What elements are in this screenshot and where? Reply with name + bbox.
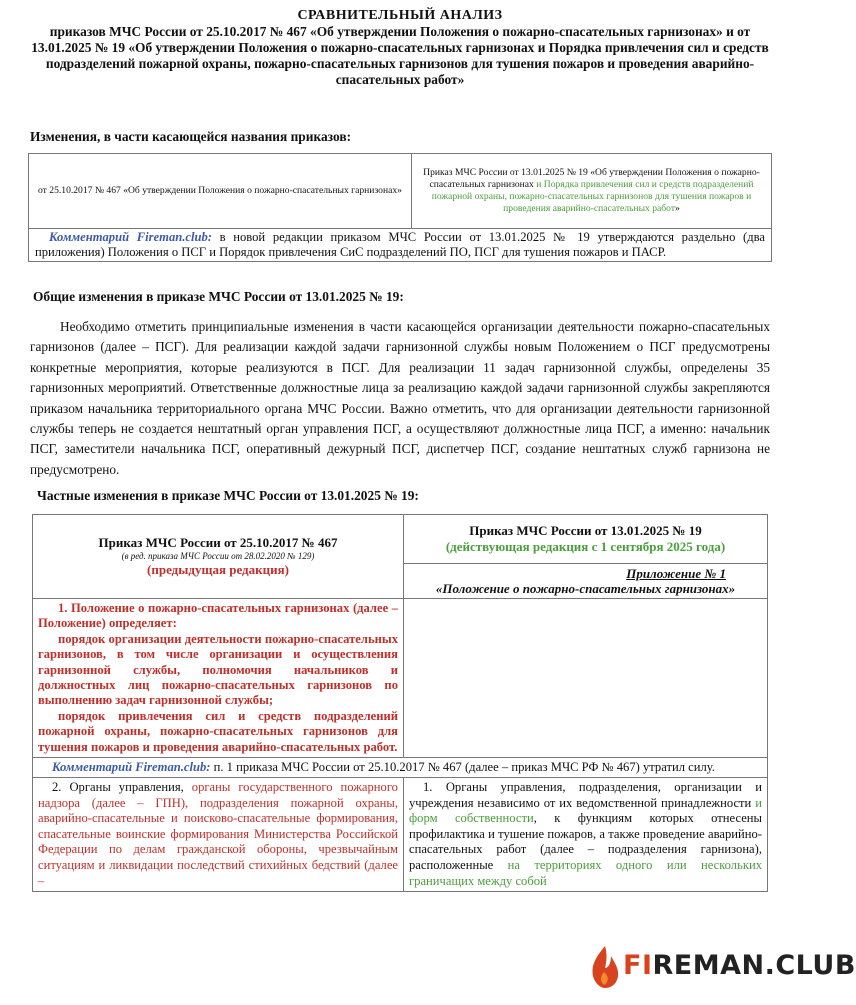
old-order-revision: (в ред. приказа МЧС России от 28.02.2020 № 129) — [121, 551, 315, 561]
names-comparison-table — [28, 153, 772, 262]
old-item-1 — [33, 599, 404, 758]
comment-text: в новой редакции приказом МЧС России от 13.01.2025 № 19 утверждаются раздельно (два приложения) Положения о ПСГ и Порядок привлечения СиС подразделений ПО, ПСГ для тушения пожаров и ПАСР. — [35, 230, 765, 259]
old-item-1-p3: порядок привлечения сил и средств подразделений пожарной охраны, пожарно-спасательных гарнизонов для тушения пожаров и проведения аварийно-спасательных работ. — [38, 708, 398, 754]
old-item-2-a: 2. Органы управления, — [52, 780, 192, 795]
comment-text-2: п. 1 приказа МЧС России от 25.10.2017 № 467 (далее – приказ МЧС РФ № 467) утратил силу. — [210, 760, 715, 775]
title-line-1: СРАВНИТЕЛЬНЫЙ АНАЛИЗ — [297, 8, 503, 23]
document-title — [0, 8, 800, 88]
new-order-header — [404, 515, 768, 564]
old-order-title: Приказ МЧС России от 25.10.2017 № 467 — [98, 535, 338, 550]
section2-heading: Общие изменения в приказе МЧС России от 13.01.2025 № 19: — [33, 289, 404, 304]
old-item-2-c: подразделения пожарной охраны, аварийно-спасательные и поисково-спасательные формирования, спасательные воинские формирования Министерства Российской Федерации по делам гражданской обороны, чрезвычайным ситуациям и ликвидации последствий стихийных бедствий (далее – — [38, 795, 398, 888]
old-item-1-p2: порядок организации деятельности пожарно-спасательных гарнизонов, в том числе организации и осуществления гарнизонной службы, полномочия начальников и должностных лиц пожарно-спасательных гарнизонов по выполнению задач гарнизонной службы; — [38, 631, 398, 708]
new-item-1-a: 1. Органы управления, подразделения, организации и учреждения независимо от их ведомственной принадлежности — [409, 780, 762, 810]
comment-label-2: Комментарий Fireman.club: — [52, 760, 211, 775]
old-order-status: (предыдущая редакция) — [147, 562, 289, 577]
old-item-2 — [33, 778, 404, 892]
new-item-1-b: и форм собственности — [409, 795, 762, 826]
logo-text — [623, 950, 856, 981]
appendix-header — [404, 564, 768, 599]
title-line-2: приказов МЧС России от 25.10.2017 № 467 «Об утверждении Положения о пожарно-спасательных гарнизонах» и от 13.01.2025 № 19 «Об утверждении Положения о пожарно-спасательных гарнизонах и Порядка привлечения сил и средств подразделений пожарной охраны, пожарно-спасательных гарнизонов для тушения пожаров и проведения аварийно-спасательных работ» — [31, 24, 769, 87]
new-item-1-c: , к функциям которых отнесены профилактика и тушение пожаров, а также проведение аварийно-спасательных работ (далее – подразделения гарнизона), расположенные — [409, 811, 762, 873]
appendix-number: Приложение № 1 — [626, 566, 726, 581]
new-item-1-empty — [404, 599, 768, 758]
comment-label: Комментарий Fireman.club: — [49, 230, 212, 244]
old-item-2-b: органы государственного пожарного надзора (далее – ГПН), — [38, 780, 398, 810]
names-comment — [29, 229, 772, 262]
old-order-header — [33, 515, 404, 599]
new-name-black: Приказ МЧС России от 13.01.2025 № 19 «Об утверждении Положения о пожарно-спасательных гарнизонах — [423, 167, 760, 190]
flame-icon — [589, 944, 621, 990]
new-name-close: » — [675, 203, 680, 214]
appendix-name: «Положение о пожарно-спасательных гарнизонах» — [435, 581, 736, 596]
new-item-1-d: на территориях одного или нескольких граничащих между собой — [409, 858, 762, 888]
new-item-1 — [404, 778, 768, 892]
fireman-club-logo — [589, 944, 856, 992]
logo-text-fi: FI — [623, 950, 653, 981]
section3-heading: Частные изменения в приказе МЧС России от 13.01.2025 № 19: — [37, 488, 419, 503]
old-item-1-p1: 1. Положение о пожарно-спасательных гарнизонах (далее – Положение) определяет: — [38, 601, 398, 631]
articles-comparison-table — [32, 514, 768, 892]
new-order-status: (действующая редакция с 1 сентября 2025 года) — [445, 539, 726, 554]
section1-heading: Изменения, в части касающейся названия приказов: — [30, 129, 352, 144]
new-order-name — [412, 154, 772, 229]
logo-text-rest: REMAN.CLUB — [652, 950, 856, 981]
new-name-green: и Порядка привлечения сил и средств подразделений пожарной охраны, пожарно-спасательных гарнизонов для тушения пожаров и проведения аварийно-спасательных работ — [431, 179, 754, 214]
general-changes-paragraph: Необходимо отметить принципиальные изменения в части касающейся организации деятельности пожарно-спасательных гарнизонов (далее – ПСГ). Для реализации каждой задачи гарнизонной службы новым Положением о ПСГ предусмотрены конкретные мероприятия, которые реализуются в ПСГ. Для реализации 11 задач гарнизонной службы, определены 35 гарнизонных мероприятий. Ответственные должностные лица за реализацию каждой задачи гарнизонной службы закрепляются приказом начальника территориального органа МЧС России. Важно отметить, что для организации деятельности гарнизонной службы теперь не создается нештатный орган управления ПСГ, а осуществляют должностные лица ПСГ, а именно: начальник ПСГ, заместители начальника ПСГ, оперативный дежурный ПСГ, диспетчер ПСГ, создание нештатных служб гарнизона не предусмотрено. — [30, 319, 770, 477]
old-order-name: от 25.10.2017 № 467 «Об утверждении Положения о пожарно-спасательных гарнизонах» — [29, 154, 412, 229]
new-order-title: Приказ МЧС России от 13.01.2025 № 19 — [469, 523, 702, 538]
item-1-comment — [33, 758, 768, 778]
